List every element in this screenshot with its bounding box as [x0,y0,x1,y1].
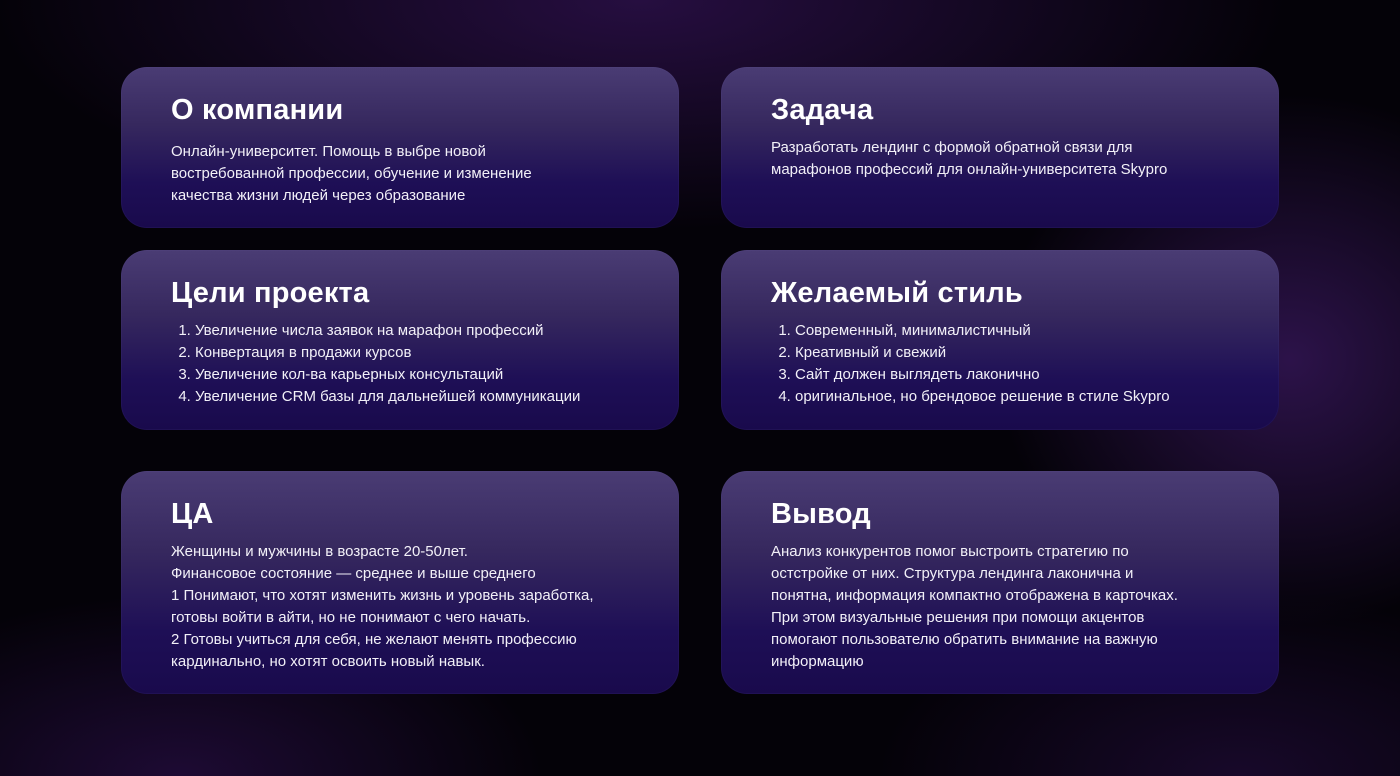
conclusion-line: информацию [771,653,864,670]
target-audience-title: ЦА [171,498,214,530]
about-company-card [121,67,679,228]
project-goals-card [121,250,679,430]
target-audience-line: Женщины и мужчины в возрасте 20-50лет. [171,543,468,560]
goal-item: 3. Увеличение кол-ва карьерных консультаций [195,364,649,386]
style-item: 1. Современный, минималистичный [795,320,1249,342]
conclusion-text [771,541,1249,673]
conclusion-line: Анализ конкурентов помог выстроить стратегию по [771,543,1129,560]
goal-item: 2. Конвертация в продажи курсов [195,342,649,364]
task-title: Задача [771,94,874,126]
style-item: 2. Креативный и свежий [795,342,1249,364]
task-line: Разработать лендинг с формой обратной связи для [771,139,1133,156]
task-line: марафонов профессий для онлайн-университета Skypro [771,161,1168,178]
project-goals-list [171,320,649,408]
goal-item: 1. Увеличение числа заявок на марафон профессий [195,320,649,342]
target-audience-line: готовы войти в айти, но не понимают с чего начать. [171,609,531,626]
conclusion-card [721,471,1279,694]
conclusion-title: Вывод [771,498,871,530]
about-company-title: О компании [171,94,344,126]
target-audience-line: кардинально, но хотят освоить новый навык. [171,653,485,670]
conclusion-line: При этом визуальные решения при помощи акцентов [771,609,1145,626]
target-audience-line: 1 Понимают, что хотят изменить жизнь и уровень заработка, [171,587,594,604]
desired-style-card [721,250,1279,430]
target-audience-line: Финансовое состояние — среднее и выше среднего [171,565,536,582]
about-company-text [171,141,649,207]
style-item: 3. Сайт должен выглядеть лаконично [795,364,1249,386]
goal-item: 4. Увеличение CRM базы для дальнейшей коммуникации [195,386,649,408]
target-audience-card [121,471,679,694]
about-company-line: качества жизни людей через образование [171,187,466,204]
conclusion-line: помогают пользователю обратить внимание на важную [771,631,1158,648]
conclusion-line: понятна, информация компактно отображена в карточках. [771,587,1178,604]
style-item: 4. оригинальное, но брендовое решение в стиле Skypro [795,386,1249,408]
target-audience-text [171,541,649,673]
project-goals-title: Цели проекта [171,277,370,309]
target-audience-line: 2 Готовы учиться для себя, не желают менять профессию [171,631,577,648]
task-text [771,137,1249,181]
task-card [721,67,1279,228]
about-company-line: Онлайн-университет. Помощь в выбре новой [171,143,486,160]
desired-style-title: Желаемый стиль [771,277,1023,309]
about-company-line: востребованной профессии, обучение и изменение [171,165,532,182]
desired-style-list [771,320,1249,408]
conclusion-line: остстройке от них. Структура лендинга лаконична и [771,565,1134,582]
